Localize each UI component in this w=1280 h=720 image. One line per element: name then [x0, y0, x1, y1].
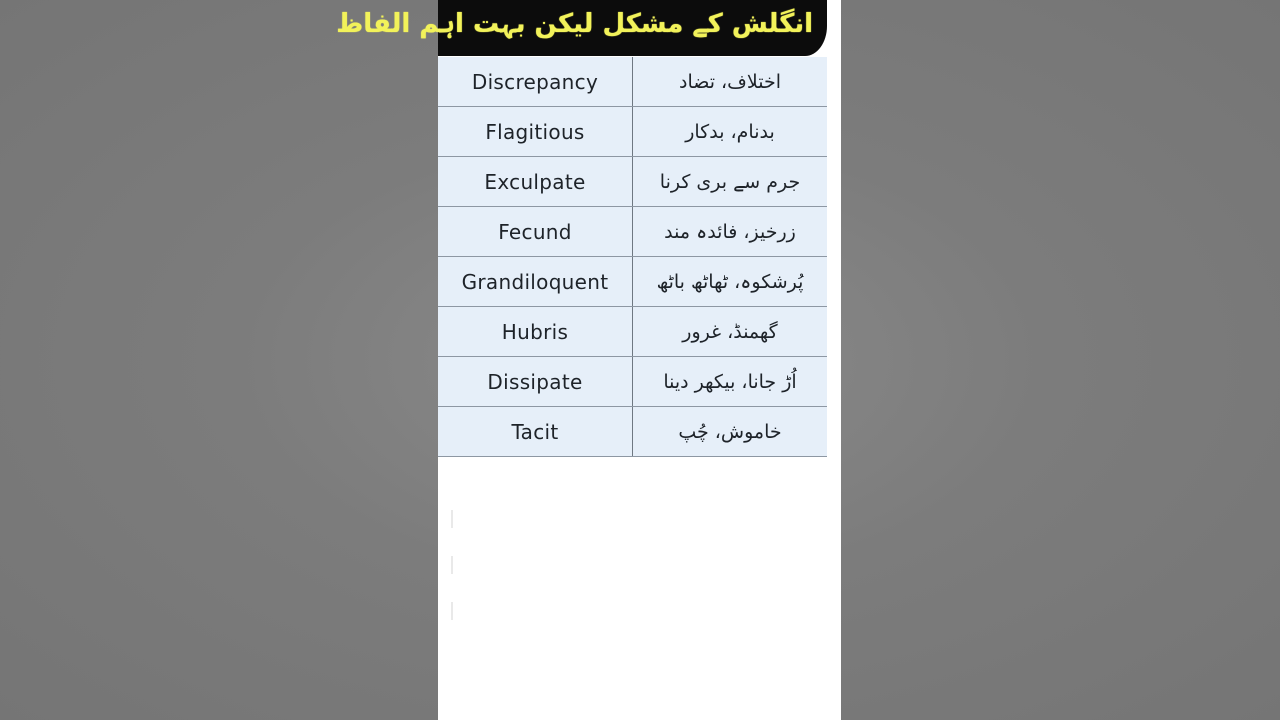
table-row — [438, 407, 827, 457]
table-row — [438, 307, 827, 357]
english-word: Discrepancy — [438, 57, 633, 107]
table-row — [438, 207, 827, 257]
table-row — [438, 257, 827, 307]
english-word: Flagitious — [438, 107, 633, 157]
urdu-meaning: جرم سے بری کرنا — [633, 157, 828, 207]
english-word: Exculpate — [438, 157, 633, 207]
table-row — [438, 157, 827, 207]
table-row — [438, 57, 827, 107]
faint-mark — [451, 602, 453, 620]
urdu-meaning: اختلاف، تضاد — [633, 57, 828, 107]
urdu-meaning: گھمنڈ، غرور — [633, 307, 828, 357]
banner-title: انگلش کے مشکل لیکن بہت اہم الفاظ — [336, 9, 813, 39]
urdu-meaning: پُرشکوہ، ٹھاٹھ باٹھ — [633, 257, 828, 307]
vocabulary-card — [336, 0, 841, 720]
vocabulary-table — [438, 57, 827, 457]
urdu-meaning: خاموش، چُپ — [633, 407, 828, 457]
table-row — [438, 357, 827, 407]
english-word: Hubris — [438, 307, 633, 357]
english-word: Fecund — [438, 207, 633, 257]
english-word: Grandiloquent — [438, 257, 633, 307]
urdu-meaning: اُڑ جانا، بیکھر دینا — [633, 357, 828, 407]
english-word: Dissipate — [438, 357, 633, 407]
faint-marks — [451, 510, 454, 648]
english-word: Tacit — [438, 407, 633, 457]
faint-mark — [451, 556, 453, 574]
urdu-meaning: زرخیز، فائدہ مند — [633, 207, 828, 257]
urdu-meaning: بدنام، بدکار — [633, 107, 828, 157]
title-banner — [336, 0, 827, 56]
table-row — [438, 107, 827, 157]
faint-mark — [451, 510, 453, 528]
